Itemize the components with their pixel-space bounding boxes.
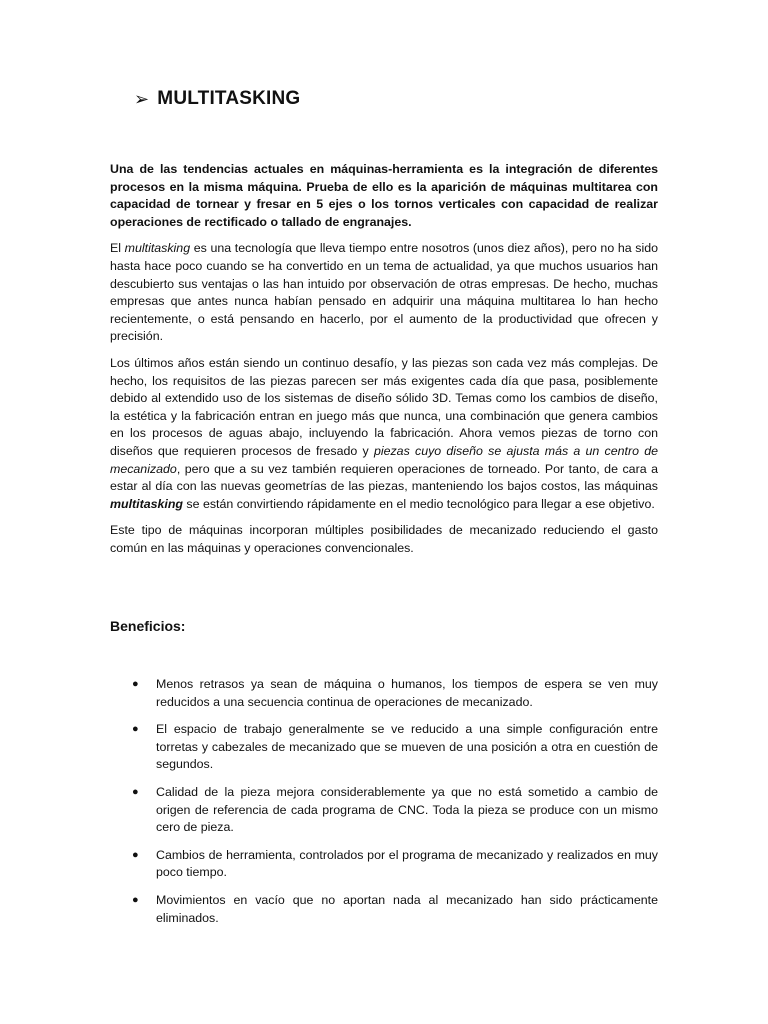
benefits-title: Beneficios: [110, 618, 186, 634]
section-heading [134, 88, 300, 110]
list-item [132, 676, 658, 711]
heading-title: MULTITASKING [157, 88, 301, 109]
list-item-text: Cambios de herramienta, controlados por el programa de mecanizado y realizados en muy poco tiempo. [156, 847, 658, 880]
paragraph-3 [110, 355, 658, 513]
paragraph-3-text-c: , pero que a su vez también requieren operaciones de torneado. Por tanto, de cara a estar al día con las nuevas geometrías de las piezas, manteniendo los bajos costos, las máquinas [110, 461, 658, 494]
list-item-text: Menos retrasos ya sean de máquina o humanos, los tiempos de espera se ven muy reducidos a una secuencia continua de operaciones de mecanizado. [156, 677, 658, 709]
paragraph-3-italic-term: multitasking [110, 496, 183, 511]
list-item-text: Calidad de la pieza mejora considerablemente ya que no está sometido a cambio de origen de referencia de cada programa de CNC. Toda la pieza se produce con un mismo cero de pieza. [156, 784, 658, 835]
paragraph-2 [110, 240, 658, 346]
paragraph-2-text-c: es una tecnología que lleva tiempo entre nosotros (unos diez años), pero no ha sido hasta hace poco cuando se ha convertido en un tema de actualidad, ya que muchos usuarios han descubierto sus ventajas o las han intuido por observación de otras empresas. De hecho, muchas empresas que antes nunca habían pensado en adquirir una máquina multitarea lo han hecho recientemente, o está pensando en hacerlo, por el aumento de la productividad que ofrecen y precisión. [110, 241, 658, 344]
list-item-text: Movimientos en vacío que no aportan nada al mecanizado han sido prácticamente eliminados. [156, 892, 658, 925]
paragraph-2-italic-term: multitasking [124, 241, 191, 256]
arrow-bullet-icon: ➢ [134, 89, 150, 109]
paragraph-3-text-e: se están convirtiendo rápidamente en el medio tecnológico para llegar a ese objetivo. [182, 496, 655, 511]
list-item [132, 721, 658, 774]
bullet-icon: ● [132, 785, 139, 798]
body-text [110, 161, 658, 566]
list-item [132, 892, 658, 927]
paragraph-3-text-a: Los últimos años están siendo un continuo desafío, y las piezas son cada vez más complejas. De hecho, los requisitos de las piezas parecen ser más exigentes cada día que pasa, posiblemente debido al extendido uso de los sistemas de diseño sólido 3D. Temas como los cambios de diseño, la estética y la fabricación entran en juego más que nunca, una combinación que genera cambios en los procesos de aguas abajo, incluyendo la fabricación. Ahora vemos piezas de torno con diseños que requieren procesos de fresado y [110, 355, 658, 458]
intro-paragraph: Una de las tendencias actuales en máquinas-herramienta es la integración de diferentes procesos en la misma máquina. Prueba de ello es la aparición de máquinas multitarea con capacidad de tornear y fresar en 5 ejes o los tornos verticales con capacidad de realizar operaciones de rectificado o tallado de engranajes. [110, 162, 658, 229]
benefits-list [132, 676, 658, 937]
bullet-icon: ● [132, 723, 139, 736]
bullet-icon: ● [132, 678, 139, 690]
list-item-text: El espacio de trabajo generalmente se ve reducido a una simple configuración entre torretas y cabezales de mecanizado que se mueven de una posición a otra en cuestión de segundos. [156, 722, 658, 772]
bullet-icon: ● [132, 893, 139, 906]
list-item [132, 784, 658, 837]
bullet-icon: ● [132, 848, 139, 861]
paragraph-2-text-a: El [110, 241, 125, 256]
paragraph-4: Este tipo de máquinas incorporan múltiples posibilidades de mecanizado reduciendo el gasto común en las máquinas y operaciones convencionales. [110, 523, 658, 555]
list-item [132, 847, 658, 882]
paragraph-3-italic-phrase: piezas cuyo diseño se ajusta más a un centro de mecanizado [110, 443, 658, 476]
document-page [110, 0, 658, 1024]
